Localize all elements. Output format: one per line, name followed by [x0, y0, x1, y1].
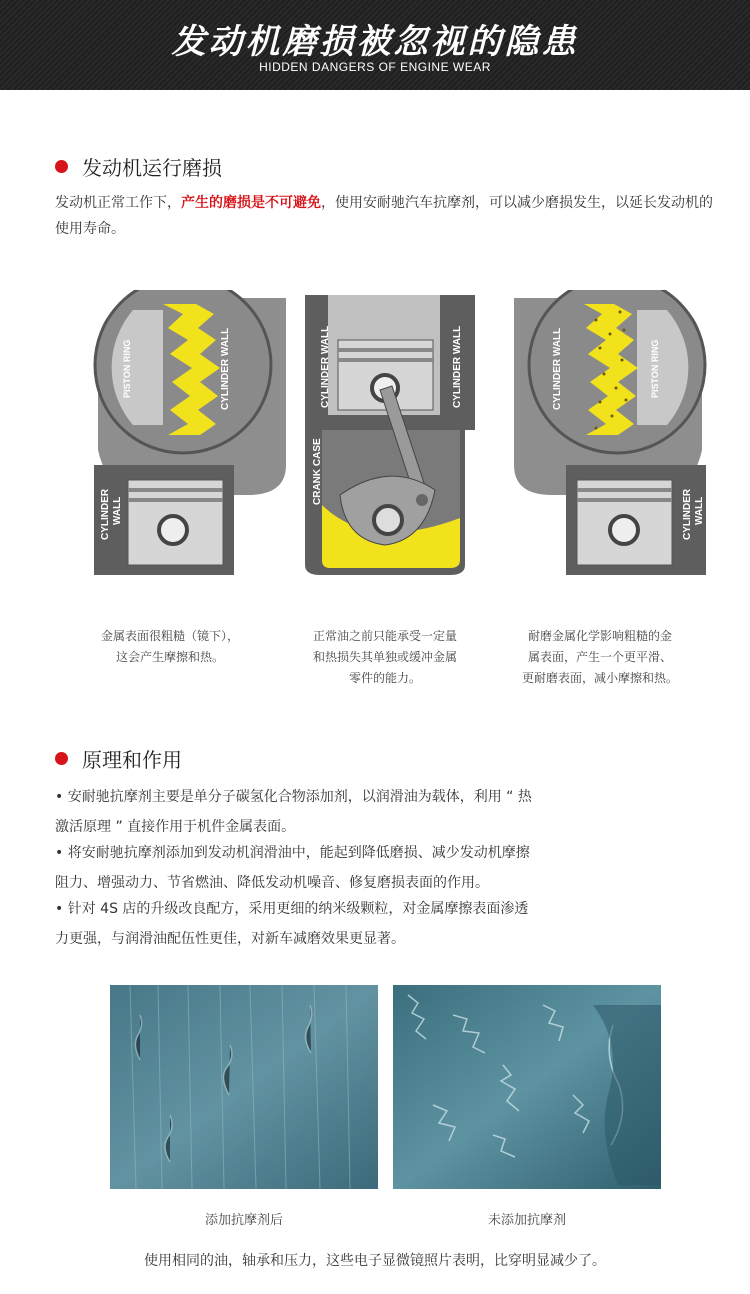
ring-groove: [577, 498, 672, 502]
ring-groove: [128, 488, 223, 492]
rough-surface-diagram: [88, 290, 288, 580]
label-cylinder-wall: CYLINDER WALL: [220, 327, 231, 410]
ring-groove: [338, 348, 433, 352]
crank-case-diagram: [300, 290, 480, 580]
caption-line: 零件的能力。: [348, 671, 421, 685]
piston-pin: [159, 516, 187, 544]
bullet-line: 力更强，与润滑油配伍性更佳，对新车减磨效果更显著。: [55, 931, 405, 947]
bullet-line: 阻力、增强动力、节省燃油、降低发动机噪音、修复磨损表面的作用。: [55, 875, 489, 891]
caption-smooth: [500, 626, 700, 689]
crank-pin: [374, 506, 402, 534]
ring-groove: [338, 358, 433, 362]
section-intro: [55, 190, 725, 242]
section-title: 原理和作用: [82, 748, 182, 772]
bullet-item: [55, 782, 655, 842]
caption-line: 属表面，产生一个更平滑、: [527, 650, 672, 664]
intro-text: 发动机正常工作下，: [55, 195, 181, 211]
caption-line: 正常油之前只能承受一定量: [312, 629, 457, 643]
label-wall: WALL: [694, 496, 705, 525]
photo-caption-with: 添加抗摩剂后: [204, 1213, 283, 1228]
label-cylinder: CYLINDER: [100, 488, 111, 540]
piston-pin: [610, 516, 638, 544]
bullet-item: [55, 838, 655, 898]
caption-rough: [70, 626, 270, 668]
ring-groove: [128, 498, 223, 502]
label-cylinder: CYLINDER: [682, 488, 693, 540]
photo-without-additive: [393, 985, 661, 1189]
bullet-line: • 将安耐驰抗摩剂添加到发动机润滑油中，能起到降低磨损、减少发动机摩擦: [55, 845, 530, 861]
bullet-line: • 安耐驰抗摩剂主要是单分子碳氢化合物添加剂，以润滑油为载体，利用 “ 热: [55, 789, 532, 805]
bullet-line: • 针对 4S 店的升级改良配方，采用更细的纳米级颗粒，对金属摩擦表面渗透: [55, 901, 529, 917]
section-title: 发动机运行磨损: [82, 156, 222, 180]
bullet-item: [55, 894, 655, 954]
caption-line: 耐磨金属化学影响粗糙的金: [527, 629, 672, 643]
smooth-surface-diagram: [512, 290, 712, 580]
label-wall: WALL: [112, 496, 123, 525]
banner-title: 发动机磨损被忽视的隐患: [171, 22, 579, 62]
section-heading-wear: [55, 152, 222, 181]
label-cylinder-wall: CYLINDER WALL: [552, 327, 563, 410]
label-cylinder-wall-left: CYLINDER WALL: [320, 325, 331, 408]
bullet-line: 激活原理 ” 直接作用于机件金属表面。: [55, 819, 296, 835]
label-piston-ring: PISTON RING: [122, 339, 132, 398]
micro-photo-rough: [393, 985, 661, 1189]
caption-line: 更耐磨表面，减小摩擦和热。: [521, 671, 678, 685]
red-dot-icon: [55, 752, 68, 765]
label-cylinder-wall-right: CYLINDER WALL: [452, 325, 463, 408]
photo-caption-without: 未添加抗摩剂: [487, 1213, 566, 1228]
intro-text-rest: ，使用安耐驰汽车抗摩剂，可以减少磨损发生，以延长发动机的使用寿命。: [55, 195, 713, 237]
photo-with-additive: [110, 985, 378, 1189]
micro-photo-smooth: [110, 985, 378, 1189]
caption-line: 金属表面很粗糙（镜下），: [100, 629, 239, 643]
label-crank-case: CRANK CASE: [312, 438, 323, 505]
section-heading-principle: [55, 744, 182, 773]
red-dot-icon: [55, 160, 68, 173]
caption-normal-oil: [285, 626, 485, 689]
crank-journal: [416, 494, 428, 506]
label-piston-ring: PISTON RING: [650, 339, 660, 398]
ring-groove: [577, 488, 672, 492]
header-banner: [0, 0, 750, 90]
caption-line: 这会产生摩擦和热。: [115, 650, 224, 664]
footer-note: 使用相同的油，轴承和压力，这些电子显微镜照片表明，比穿明显减少了。: [144, 1253, 606, 1269]
banner-subtitle: HIDDEN DANGERS OF ENGINE WEAR: [259, 60, 491, 74]
caption-line: 和热损失其单独或缓冲金属: [312, 650, 457, 664]
intro-highlight: 产生的磨损是不可避免: [181, 195, 321, 211]
